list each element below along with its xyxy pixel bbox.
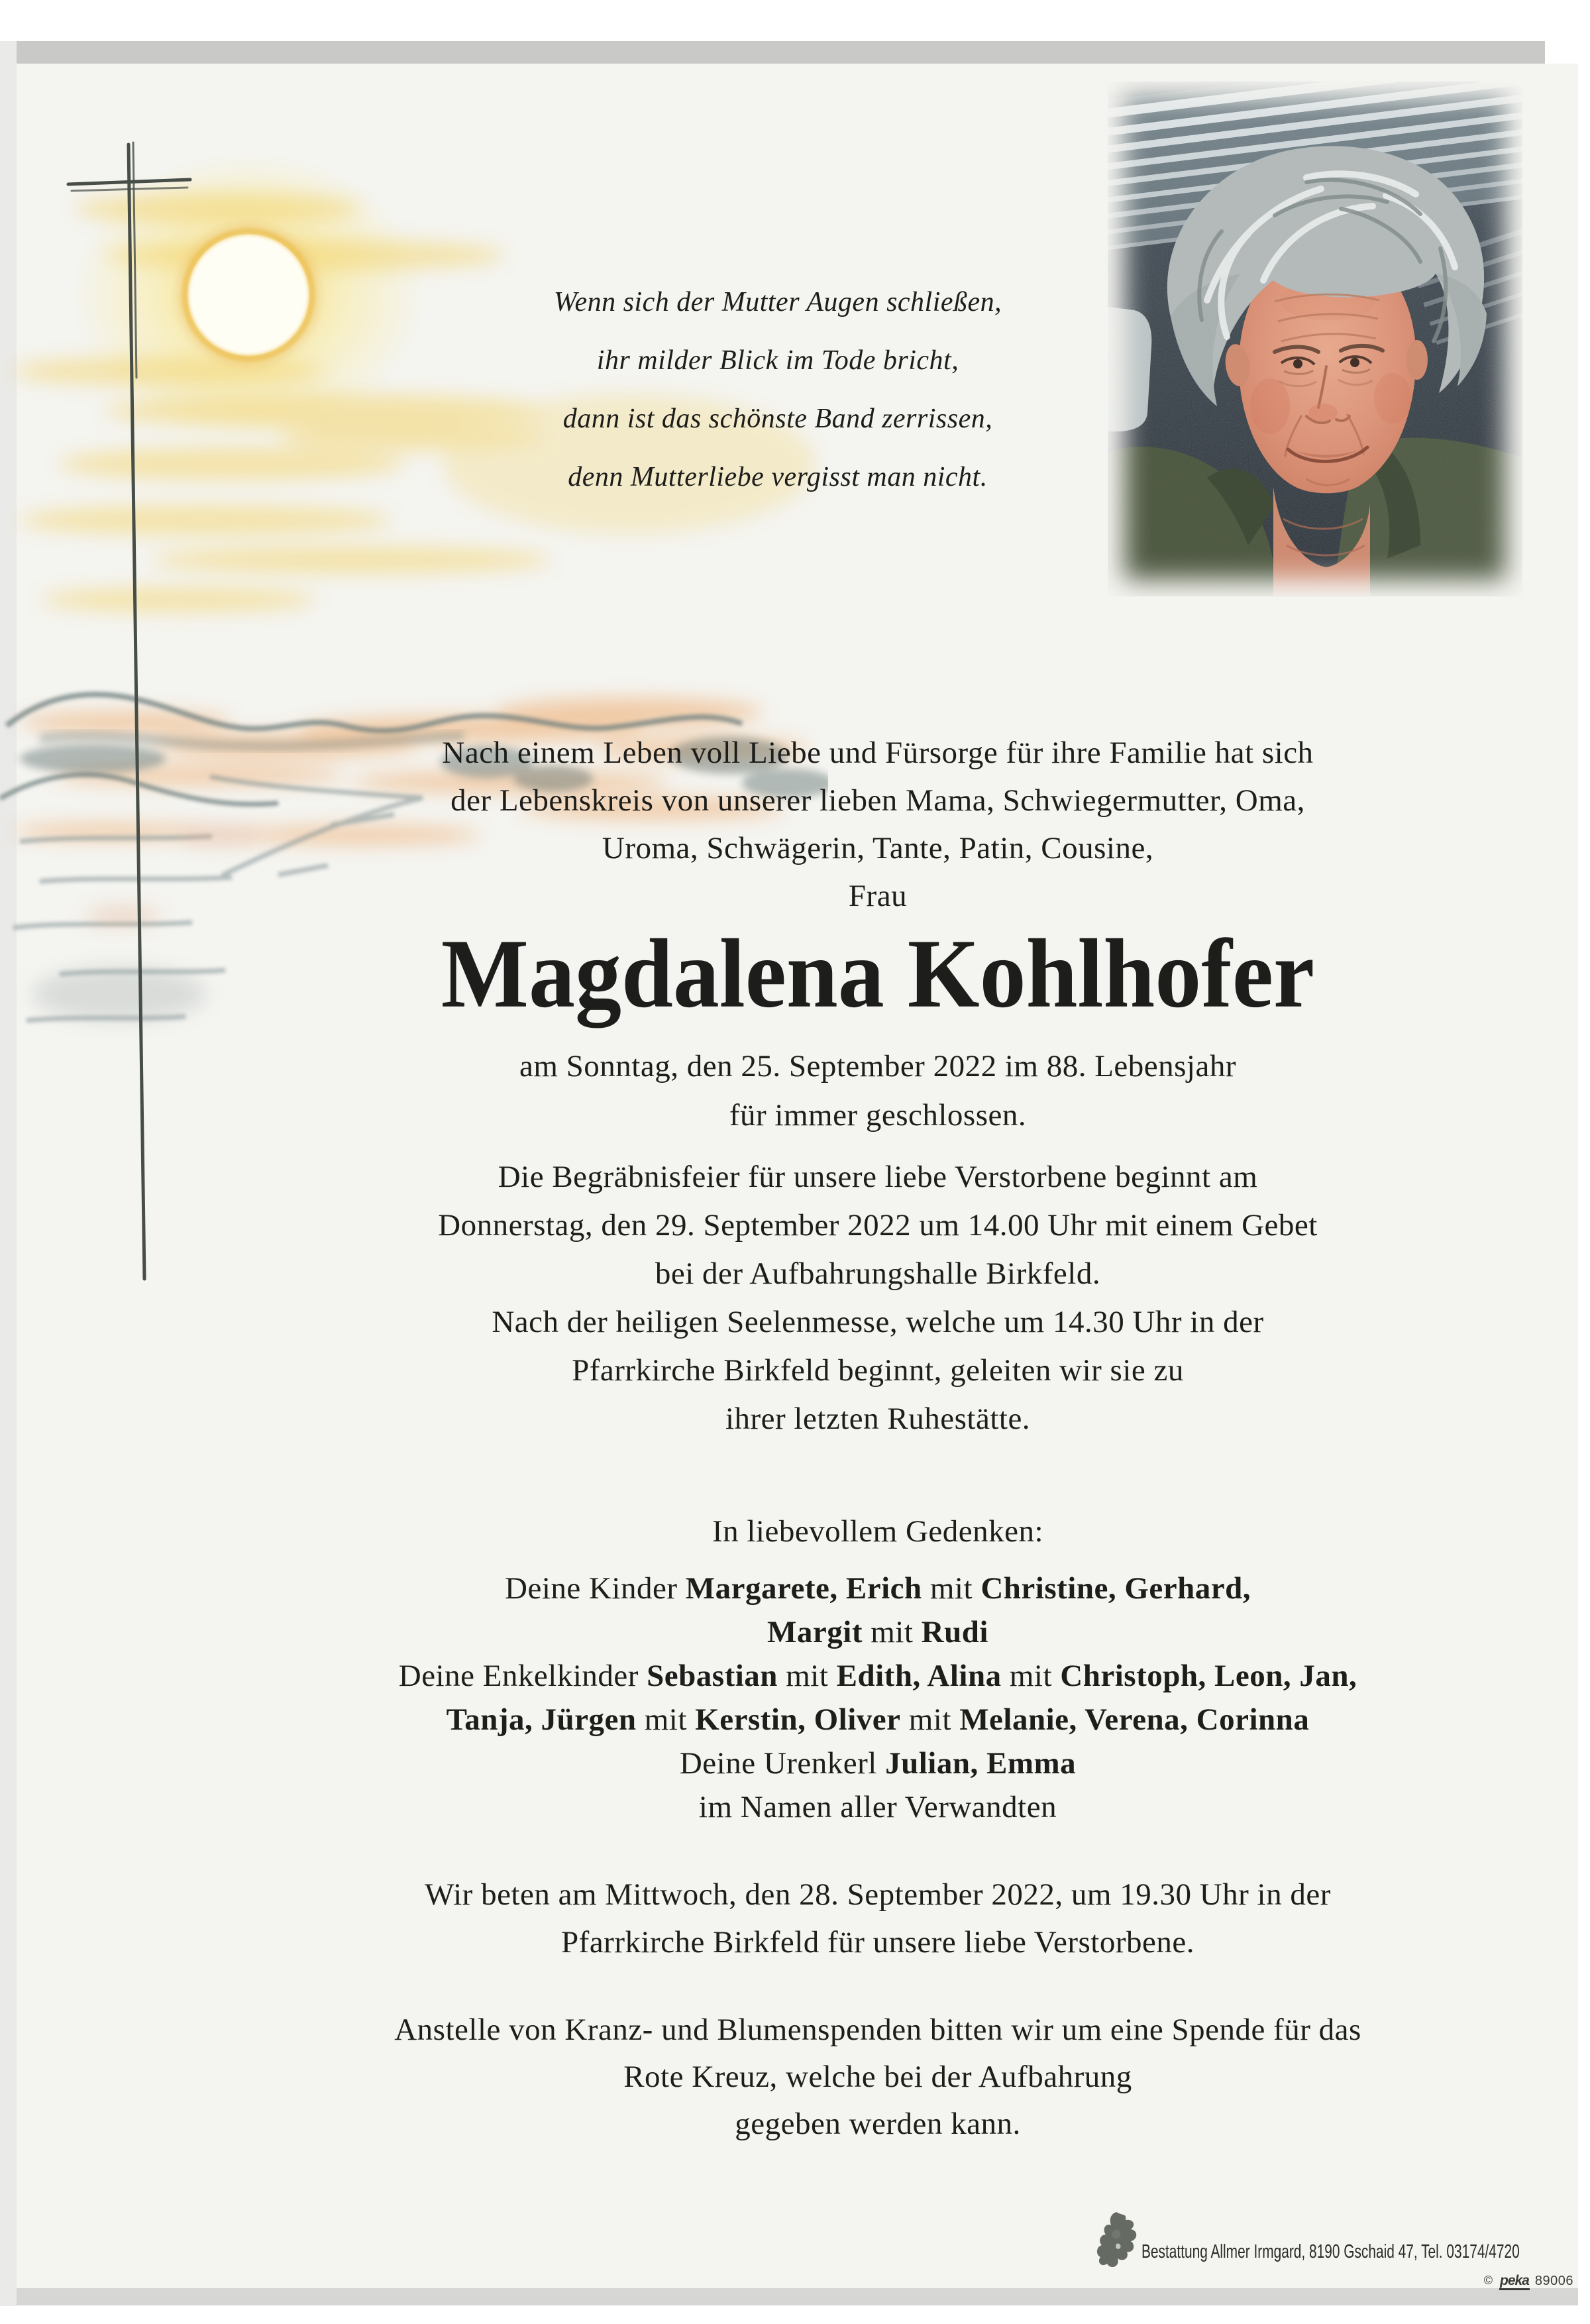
intro-line: der Lebenskreis von unserer lieben Mama, Schwiegermutter, Oma, [450,783,1305,818]
prayer-line: Wir beten am Mittwoch, den 28. September 2022, um 19.30 Uhr in der [425,1877,1331,1912]
copyright-icon: © [1483,2274,1493,2287]
funeral-line: Pfarrkirche Birkfeld beginnt, geleiten wir sie zu [572,1353,1184,1388]
scanner-edge-band-top [0,41,1545,64]
donation-request [149,2007,1590,2148]
poem-line: denn Mutterliebe vergisst man nicht. [568,462,988,492]
poem-line: dann ist das schönste Band zerrissen, [562,404,993,434]
peka-logo: peka [1499,2273,1530,2290]
mourners-line: Deine Enkelkinder Sebastian mit Edith, Alina mit Christoph, Leon, Jan, [398,1659,1357,1693]
salutation: Frau [848,879,908,913]
deceased-name: Magdalena Kohlhofer [441,919,1315,1028]
funeral-home-credit: Bestattung Allmer Irmgard, 8190 Gschaid 47, Tel. 03174/4720 [1141,2241,1520,2262]
remembrance-heading: In liebevollem Gedenken: [712,1514,1044,1549]
printer-credit [1484,2273,1573,2289]
funeral-home-logo-icon [1096,2211,1139,2272]
intro-line: Uroma, Schwägerin, Tante, Patin, Cousine, [602,831,1154,865]
mourners-line: Deine Urenkerl Julian, Emma [679,1746,1077,1781]
funeral-line: Donnerstag, den 29. September 2022 um 14.00 Uhr mit einem Gebet [438,1208,1318,1243]
mourners-list [149,1567,1590,1829]
card-number: 89006 [1534,2274,1573,2288]
poem-line: ihr milder Blick im Tode bricht, [596,345,959,376]
death-date-line: für immer geschlossen. [729,1098,1027,1133]
donation-line: gegeben werden kann. [735,2107,1021,2141]
mourners-line: Margit mit Rudi [767,1615,988,1649]
scanner-edge-band-bottom [17,2288,1578,2305]
death-date-lines [149,1042,1590,1140]
intro-line: Nach einem Leben voll Liebe und Fürsorge für ihre Familie hat sich [442,736,1314,770]
funeral-line: ihrer letzten Ruhestätte. [725,1402,1031,1436]
prayer-line: Pfarrkirche Birkfeld für unsere liebe Verstorbene. [561,1925,1194,1960]
funeral-line: Die Begräbnisfeier für unsere liebe Verstorbene beginnt am [498,1160,1258,1194]
mourners-line: Tanja, Jürgen mit Kerstin, Oliver mit Melanie, Verena, Corinna [446,1702,1310,1737]
funeral-details [149,1153,1590,1443]
poem-line: Wenn sich der Mutter Augen schließen, [553,287,1002,317]
mourners-line: im Namen aller Verwandten [698,1790,1057,1824]
funeral-line: bei der Aufbahrungshalle Birkfeld. [655,1256,1101,1291]
announcement-intro [149,729,1590,920]
prayer-announcement [149,1871,1590,1966]
donation-line: Anstelle von Kranz- und Blumenspenden bitten wir um eine Spende für das [394,2013,1361,2047]
donation-line: Rote Kreuz, welche bei der Aufbahrung [623,2060,1132,2094]
death-date-line: am Sonntag, den 25. September 2022 im 88. Lebensjahr [519,1049,1236,1083]
mourners-line: Deine Kinder Margarete, Erich mit Christine, Gerhard, [505,1571,1251,1606]
memorial-poem [219,273,1337,506]
funeral-line: Nach der heiligen Seelenmesse, welche um 14.30 Uhr in der [492,1305,1264,1339]
